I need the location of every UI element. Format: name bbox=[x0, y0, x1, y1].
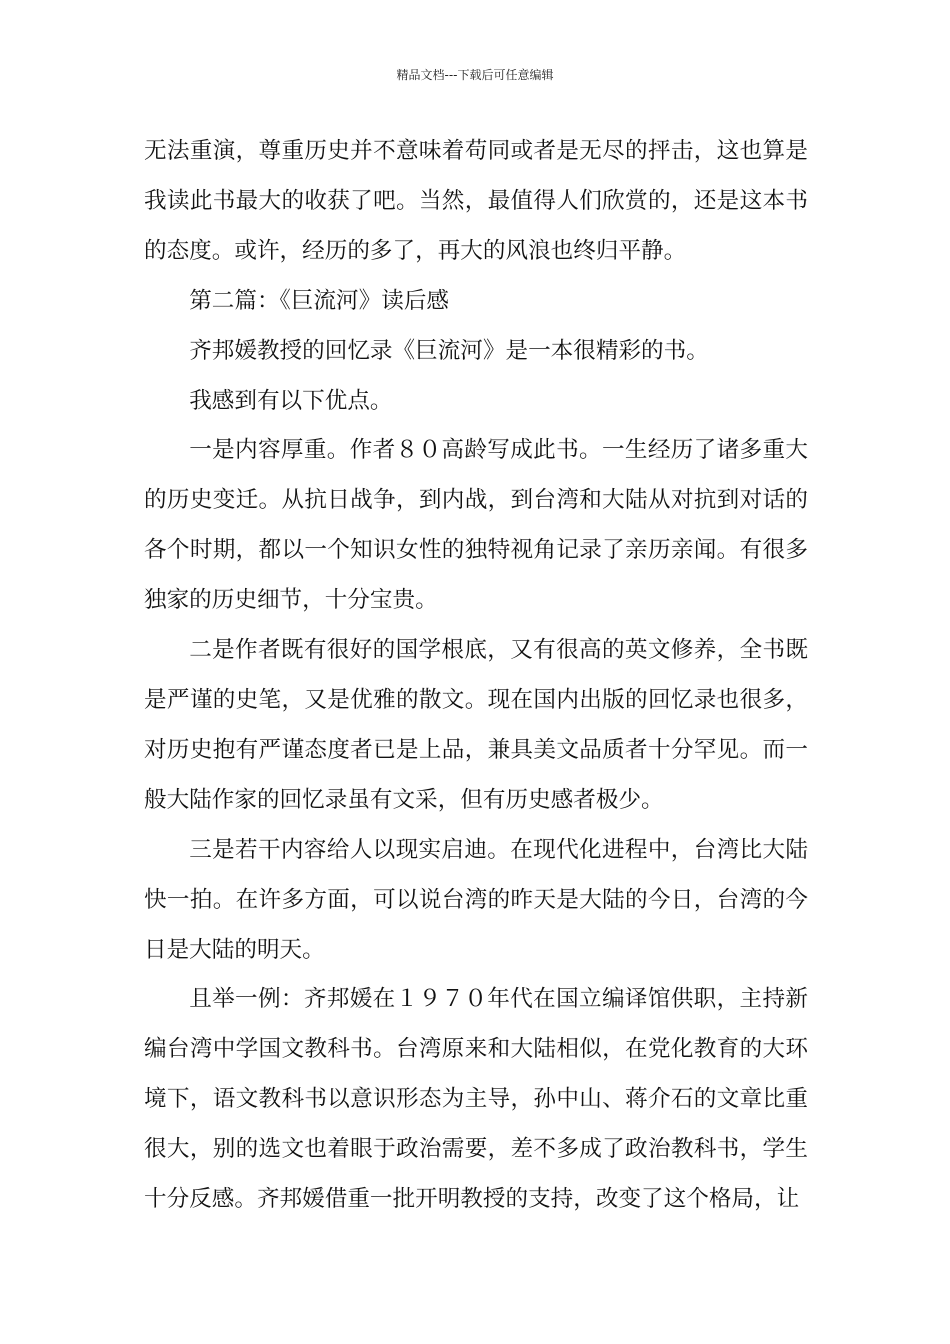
paragraph-3: 我感到有以下优点。 bbox=[189, 387, 393, 414]
section-title: 第二篇：《巨流河》读后感 bbox=[189, 287, 450, 314]
paragraph-1: 无法重演，尊重历史并不意味着苟同或者是无尽的抨击，这也算是我读此书最大的收获了吧。当然，最值得人们欣赏的，还是这本书的态度。或许，经历的多了，再大的风浪也终归平静。 bbox=[144, 138, 808, 264]
paragraph-4: 一是内容厚重。作者８０高龄写成此书。一生经历了诸多重大的历史变迁。从抗日战争，到内战，到台湾和大陆从对抗到对话的各个时期，都以一个知识女性的独特视角记录了亲历亲闻。有很多独家的历史细节，十分宝贵。 bbox=[144, 437, 808, 614]
paragraph-7: 且举一例：齐邦媛在１９７０年代在国立编译馆供职，主持新编台湾中学国文教科书。台湾原来和大陆相似，在党化教育的大环境下，语文教科书以意识形态为主导，孙中山、蒋介石的文章比重很大，别的选文也着眼于政治需要，差不多成了政治教科书，学生十分反感。齐邦媛借重一批开明教授的支持，改变了这个格局，让 bbox=[144, 986, 808, 1213]
page-header: 精品文档---下载后可任意编辑 bbox=[396, 68, 554, 82]
paragraph-2: 齐邦媛教授的回忆录《巨流河》是一本很精彩的书。 bbox=[189, 337, 709, 364]
paragraph-5: 二是作者既有很好的国学根底，又有很高的英文修养，全书既是严谨的史笔，又是优雅的散文。现在国内出版的回忆录也很多，对历史抱有严谨态度者已是上品，兼具美文品质者十分罕见。而一般大陆作家的回忆录虽有文采，但有历史感者极少。 bbox=[144, 637, 808, 813]
document-body bbox=[144, 127, 808, 1225]
paragraph-6: 三是若干内容给人以现实启迪。在现代化进程中，台湾比大陆快一拍。在许多方面，可以说台湾的昨天是大陆的今日，台湾的今日是大陆的明天。 bbox=[144, 836, 808, 963]
